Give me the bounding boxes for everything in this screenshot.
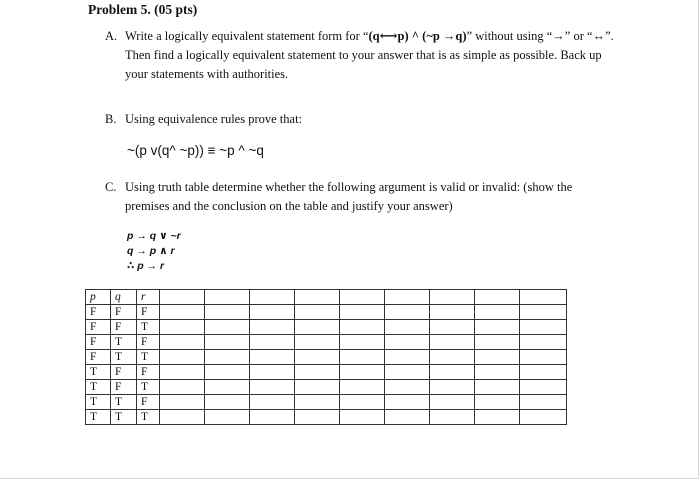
blank-cell (475, 335, 520, 350)
truth-value-cell: F (111, 380, 137, 395)
truth-value-cell: F (86, 320, 111, 335)
blank-cell (205, 410, 250, 425)
truth-table (85, 289, 567, 425)
blank-cell (520, 395, 567, 410)
blank-cell (160, 410, 205, 425)
blank-cell (295, 410, 340, 425)
blank-cell (340, 320, 385, 335)
part-c (105, 178, 615, 216)
blank-cell (205, 335, 250, 350)
truth-value-cell: T (86, 365, 111, 380)
blank-cell (520, 365, 567, 380)
truth-value-cell: F (86, 350, 111, 365)
truth-value-cell: T (111, 395, 137, 410)
blank-cell (295, 335, 340, 350)
conclusion: ∴ p → r (127, 260, 165, 272)
table-row (86, 410, 567, 425)
part-a-label: A. (105, 29, 118, 43)
blank-cell (295, 305, 340, 320)
blank-cell (520, 305, 567, 320)
truth-value-cell: T (111, 350, 137, 365)
table-row (86, 365, 567, 380)
premise-2: q → p ∧ r (127, 245, 175, 257)
truth-value-cell: T (137, 380, 160, 395)
header-cell-blank (430, 290, 475, 305)
header-cell-p: p (86, 290, 111, 305)
blank-cell (520, 320, 567, 335)
table-row (86, 320, 567, 335)
blank-cell (430, 320, 475, 335)
blank-cell (205, 305, 250, 320)
blank-cell (205, 365, 250, 380)
blank-cell (160, 380, 205, 395)
truth-value-cell: F (111, 320, 137, 335)
blank-cell (295, 350, 340, 365)
table-row (86, 335, 567, 350)
truth-value-cell: T (137, 350, 160, 365)
blank-cell (340, 335, 385, 350)
part-a-expression: (q⟷p) ^ (~p →q) (368, 29, 467, 43)
part-a-symbol-implies: → (552, 29, 565, 43)
header-cell-blank (205, 290, 250, 305)
blank-cell (475, 320, 520, 335)
blank-cell (385, 410, 430, 425)
part-b (105, 110, 615, 129)
blank-cell (385, 335, 430, 350)
blank-cell (430, 305, 475, 320)
blank-cell (250, 380, 295, 395)
blank-cell (475, 305, 520, 320)
blank-cell (430, 395, 475, 410)
blank-cell (250, 335, 295, 350)
part-a-text-4: ”. Then find a logically equivalent statement to your answer that is as simple as possible. Back up your statements with authorities. (125, 29, 614, 81)
part-b-text: Using equivalence rules prove that: (125, 112, 303, 126)
blank-cell (295, 320, 340, 335)
truth-value-cell: F (111, 305, 137, 320)
blank-cell (475, 395, 520, 410)
truth-value-cell: F (137, 365, 160, 380)
blank-cell (250, 320, 295, 335)
header-cell-q: q (111, 290, 137, 305)
blank-cell (160, 395, 205, 410)
blank-cell (385, 320, 430, 335)
table-row (86, 350, 567, 365)
blank-cell (475, 365, 520, 380)
blank-cell (385, 305, 430, 320)
table-row (86, 395, 567, 410)
blank-cell (205, 380, 250, 395)
blank-cell (340, 350, 385, 365)
blank-cell (295, 395, 340, 410)
premise-1: p → q ∨ ~r (127, 230, 181, 242)
header-cell-blank (250, 290, 295, 305)
header-cell-blank (520, 290, 567, 305)
blank-cell (475, 350, 520, 365)
blank-cell (430, 380, 475, 395)
blank-cell (205, 350, 250, 365)
blank-cell (160, 320, 205, 335)
truth-value-cell: F (137, 395, 160, 410)
blank-cell (520, 350, 567, 365)
blank-cell (520, 410, 567, 425)
part-c-text: Using truth table determine whether the following argument is valid or invalid: (show the premises and the conclusion on the table and justify your answer) (125, 180, 573, 213)
blank-cell (475, 380, 520, 395)
problem-title: Problem 5. (05 pts) (88, 2, 198, 17)
blank-cell (340, 305, 385, 320)
blank-cell (250, 365, 295, 380)
blank-cell (205, 395, 250, 410)
truth-value-cell: F (137, 305, 160, 320)
blank-cell (340, 395, 385, 410)
blank-cell (475, 410, 520, 425)
blank-cell (295, 380, 340, 395)
blank-cell (160, 335, 205, 350)
truth-value-cell: T (86, 380, 111, 395)
argument (127, 229, 181, 274)
truth-value-cell: T (111, 410, 137, 425)
blank-cell (250, 410, 295, 425)
truth-value-cell: T (111, 335, 137, 350)
truth-value-cell: F (111, 365, 137, 380)
blank-cell (340, 410, 385, 425)
part-a-symbol-iff: ↔ (592, 29, 606, 43)
part-a-text-2: ” without using “ (466, 29, 553, 43)
part-c-label: C. (105, 180, 117, 194)
truth-value-cell: F (86, 335, 111, 350)
header-cell-blank (385, 290, 430, 305)
part-b-equivalence: ~(p v(q^ ~p)) ≡ ~p ^ ~q (127, 143, 264, 158)
header-cell-blank (340, 290, 385, 305)
blank-cell (160, 350, 205, 365)
header-cell-r: r (137, 290, 160, 305)
truth-value-cell: F (86, 305, 111, 320)
blank-cell (250, 350, 295, 365)
blank-cell (295, 365, 340, 380)
blank-cell (385, 365, 430, 380)
blank-cell (520, 380, 567, 395)
table-row (86, 380, 567, 395)
header-cell-blank (295, 290, 340, 305)
table-row (86, 305, 567, 320)
blank-cell (430, 410, 475, 425)
blank-cell (160, 305, 205, 320)
truth-value-cell: T (137, 320, 160, 335)
blank-cell (430, 335, 475, 350)
blank-cell (385, 380, 430, 395)
blank-cell (340, 365, 385, 380)
blank-cell (250, 305, 295, 320)
part-a (105, 27, 615, 84)
blank-cell (385, 350, 430, 365)
header-cell-blank (160, 290, 205, 305)
truth-value-cell: T (86, 395, 111, 410)
blank-cell (250, 395, 295, 410)
blank-cell (385, 395, 430, 410)
truth-value-cell: T (137, 410, 160, 425)
blank-cell (205, 320, 250, 335)
truth-value-cell: F (137, 335, 160, 350)
part-a-text-3: ” or “ (564, 29, 593, 43)
blank-cell (520, 335, 567, 350)
blank-cell (340, 380, 385, 395)
blank-cell (430, 350, 475, 365)
truth-table-header-row (86, 290, 567, 305)
blank-cell (160, 365, 205, 380)
truth-value-cell: T (86, 410, 111, 425)
blank-cell (430, 365, 475, 380)
part-a-text (125, 27, 615, 84)
part-b-label: B. (105, 112, 117, 126)
part-a-text-1: Write a logically equivalent statement form for “ (125, 29, 369, 43)
header-cell-blank (475, 290, 520, 305)
